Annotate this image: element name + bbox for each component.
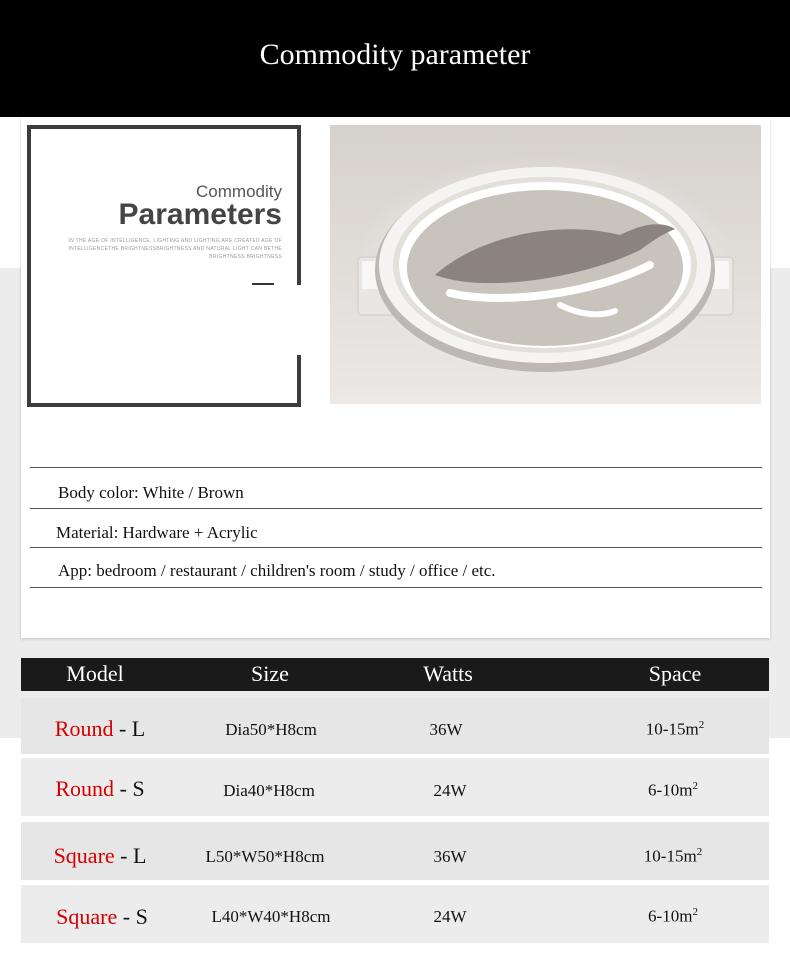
spec-app: App: bedroom / restaurant / children's room / study / office / etc. [58,561,496,580]
size-cell: Dia50*H8cm [225,720,317,739]
divider [30,547,762,548]
size-cell: Dia40*H8cm [223,781,315,800]
size-cell: L40*W40*H8cm [211,907,331,926]
frame-border [297,355,301,407]
model-cell: Round - L [54,716,146,741]
column-header-space: Space [648,661,702,686]
space-cell: $6-10m^2$ [648,906,698,926]
space-cell: $10-15m^2$ [643,846,703,866]
page-title: Commodity parameter [259,38,531,71]
intro-big-title: Parameters [118,198,282,231]
spec-body-color: Body color: White / Brown [58,483,244,502]
frame-border [27,125,31,406]
watts-cell: 24W [433,781,467,800]
watts-cell: 36W [429,720,463,739]
frame-border [27,125,300,129]
model-cell: Square - L [53,843,147,868]
frame-border [297,125,301,285]
product-photo [330,125,761,404]
column-header-size: Size [251,661,289,686]
divider [30,508,762,509]
divider [252,283,274,285]
divider [30,467,762,468]
space-cell: $6-10m^2$ [648,780,698,800]
spec-material: Material: Hardware + Acrylic [56,523,258,542]
intro-small-title: Commodity [196,182,282,201]
intro-tagline: IN THE AGE OF INTELLIGENCE, LIGHTING AND LIGHTING ARE CREATED AGE OF INTELLIGENCETHE BRIGHTNESSBRIGHTNESS AND NATURAL LIGHT CAN BETHE BRIGHTNESS BRIGHTNESS [68,238,282,260]
space-cell: $10-15m^2$ [645,719,705,739]
model-cell: Square - S [56,904,148,929]
divider [30,587,762,588]
model-cell: Round - S [55,776,145,801]
size-cell: L50*W50*H8cm [205,847,325,866]
watts-cell: 36W [433,847,467,866]
frame-border [27,403,300,407]
column-header-watts: Watts [423,661,473,686]
column-header-model: Model [66,661,124,686]
watts-cell: 24W [433,907,467,926]
